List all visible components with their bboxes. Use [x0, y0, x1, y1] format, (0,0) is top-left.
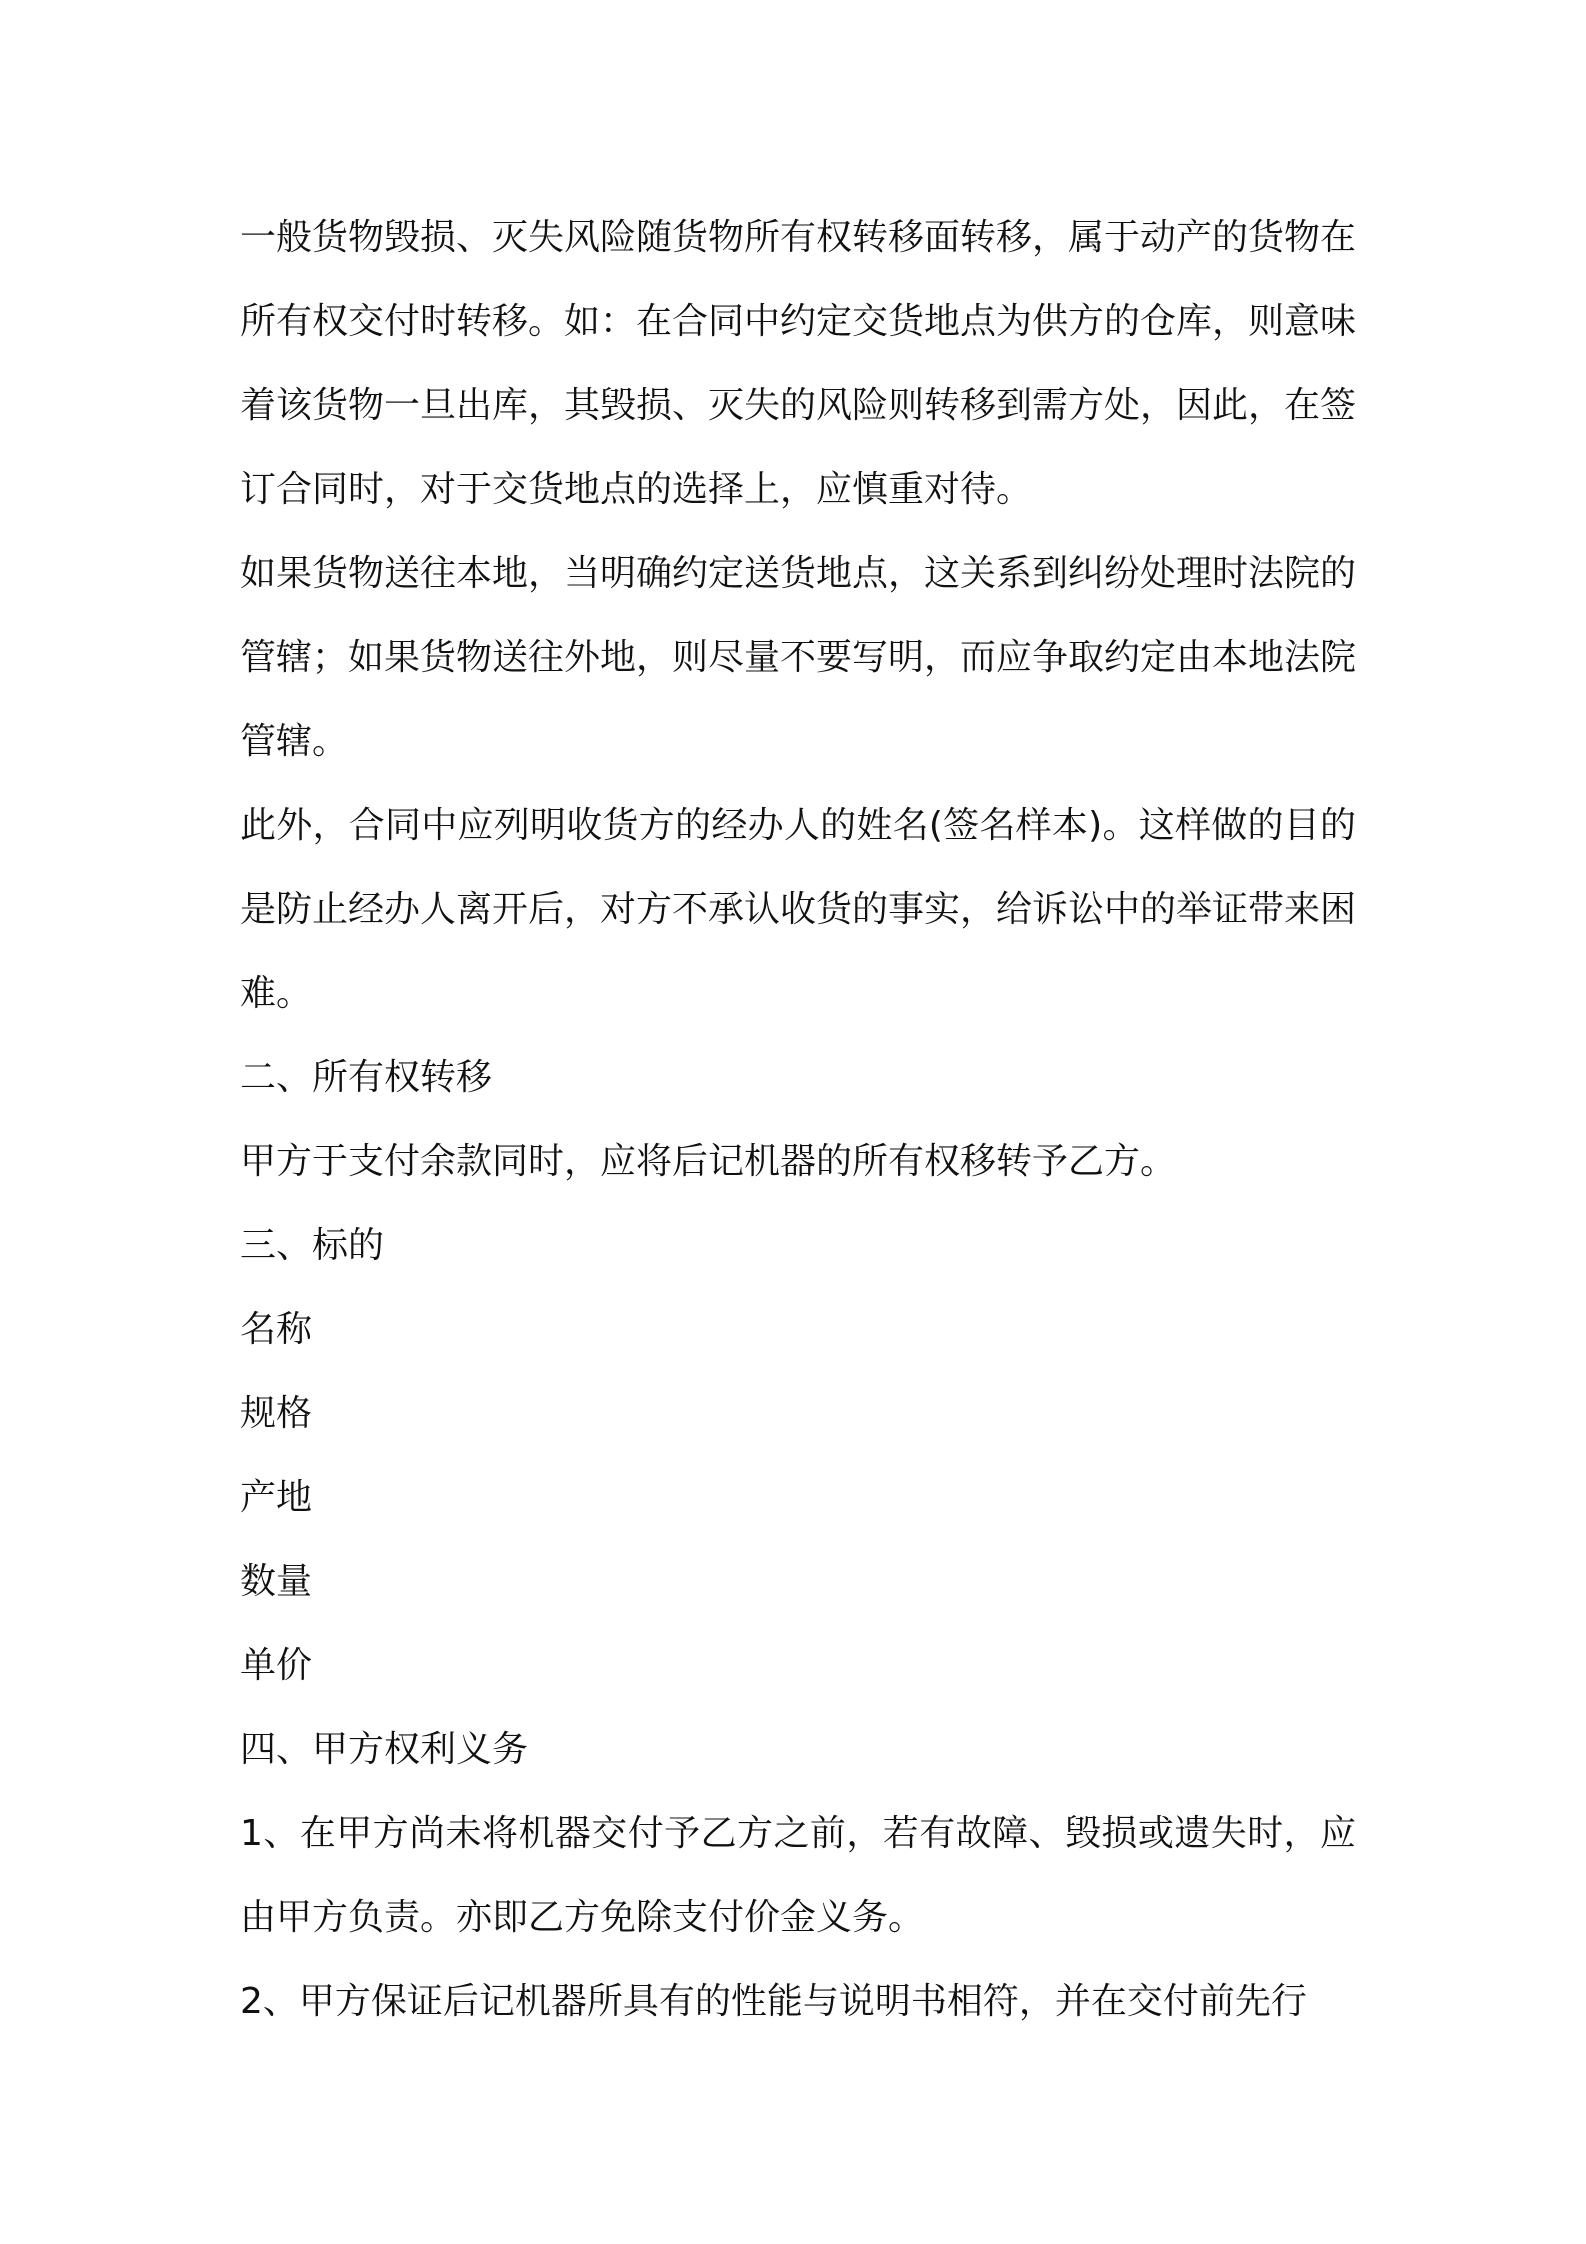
section-heading-ownership-transfer: 二、所有权转移	[240, 1057, 493, 1098]
clause-2: 2、甲方保证后记机器所具有的性能与说明书相符，并在交付前先行	[240, 1981, 1307, 2022]
subject-item-spec: 规格	[240, 1393, 313, 1434]
paragraph-ownership-transfer: 甲方于支付余款同时，应将后记机器的所有权移转予乙方。	[240, 1141, 1177, 1182]
paragraph-delivery-location: 如果货物送往本地，当明确约定送货地点，这关系到纠纷处理时法院的管辖；如果货物送往外地，则尽量不要写明，而应争取约定由本地法院管辖。	[240, 553, 1357, 762]
paragraph-risk-transfer: 一般货物毁损、灭失风险随货物所有权转移面转移，属于动产的货物在所有权交付时转移。如：在合同中约定交货地点为供方的仓库，则意味着该货物一旦出库，其毁损、灭失的风险则转移到需方处，因此，在签订合同时，对于交货地点的选择上，应慎重对待。	[240, 217, 1357, 510]
document-body	[240, 196, 1356, 2044]
subject-item-name: 名称	[240, 1309, 313, 1350]
clause-1: 1、在甲方尚未将机器交付予乙方之前，若有故障、毁损或遗失时，应由甲方负责。亦即乙方免除支付价金义务。	[240, 1813, 1356, 1938]
subject-item-quantity: 数量	[240, 1561, 313, 1602]
subject-item-unit-price: 单价	[240, 1645, 313, 1686]
section-heading-subject-matter: 三、标的	[240, 1225, 385, 1266]
section-heading-party-a-rights: 四、甲方权利义务	[240, 1729, 529, 1770]
paragraph-handler-name: 此外，合同中应列明收货方的经办人的姓名(签名样本)。这样做的目的是防止经办人离开后，对方不承认收货的事实，给诉讼中的举证带来困难。	[240, 805, 1357, 1014]
subject-item-origin: 产地	[240, 1477, 313, 1518]
